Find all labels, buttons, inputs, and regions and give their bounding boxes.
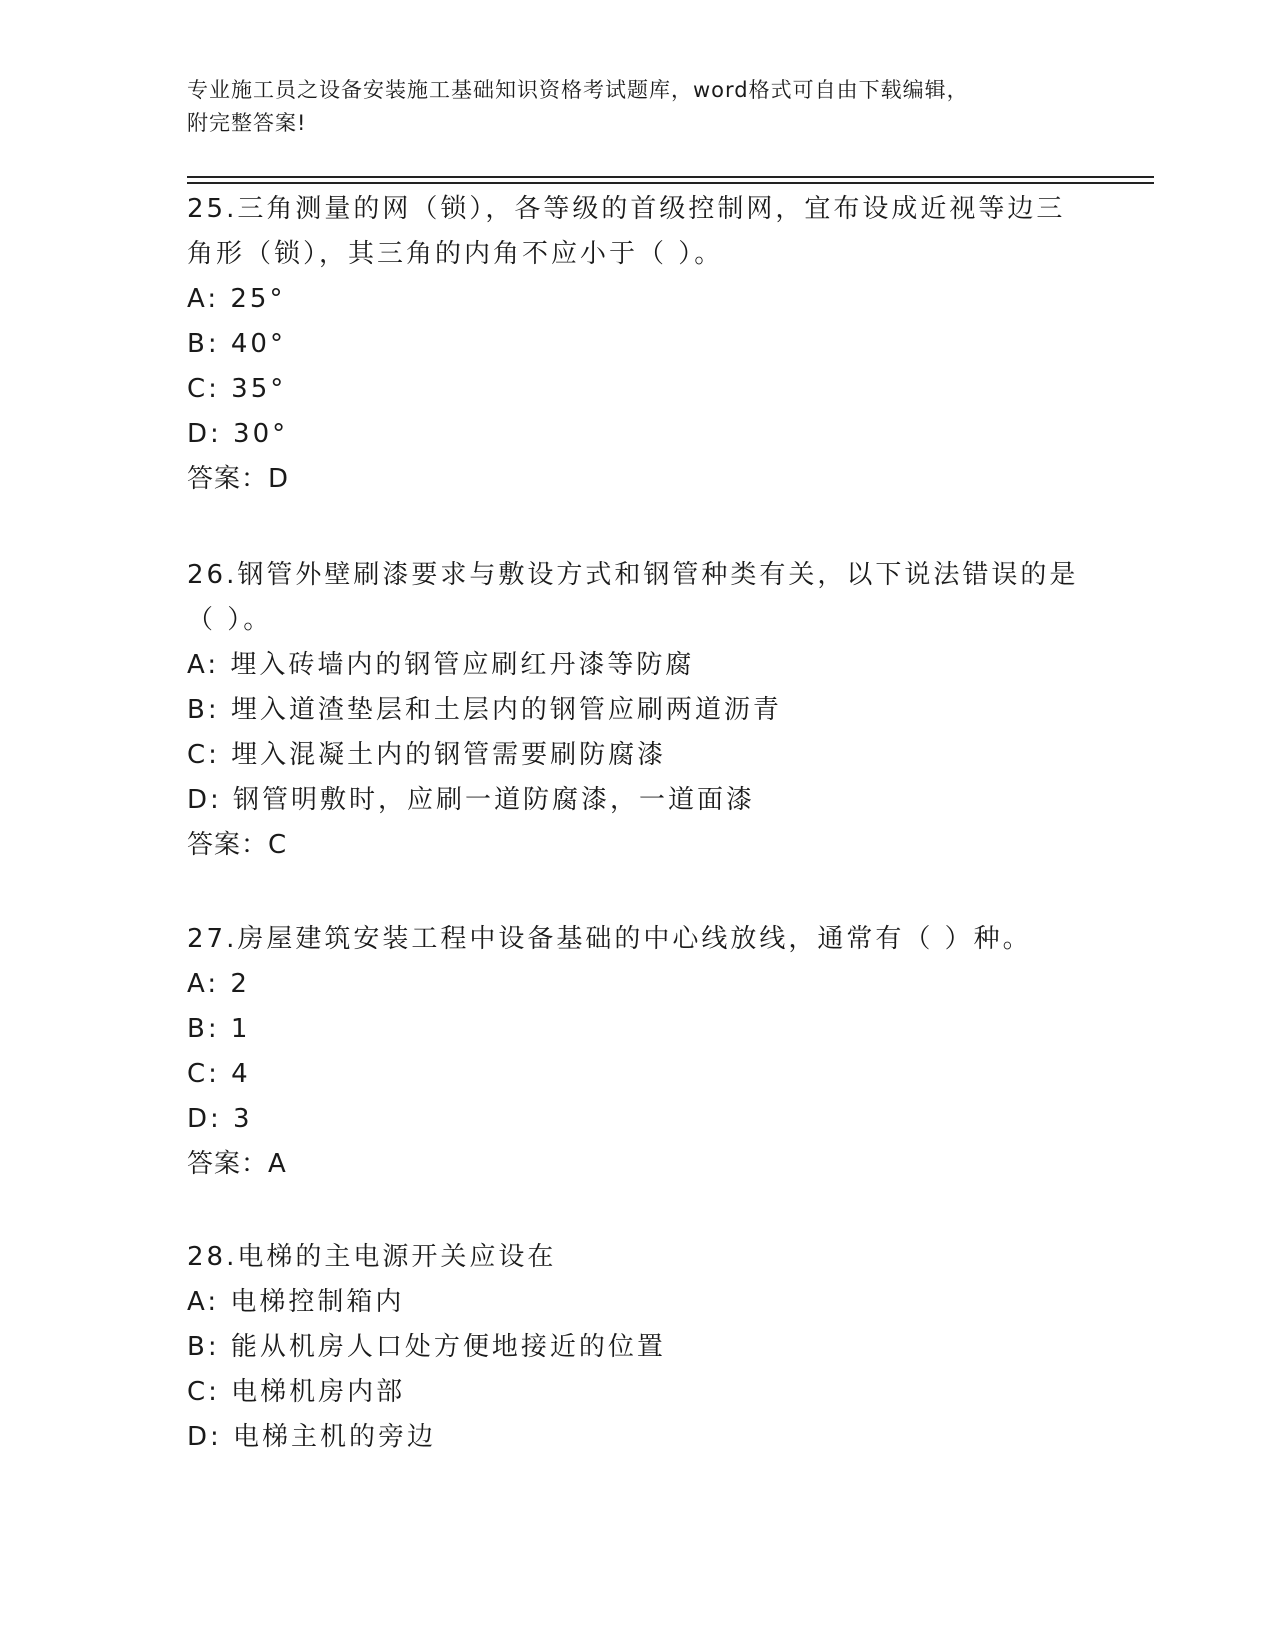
question-stem-line-1: 26.钢管外壁刷漆要求与敷设方式和钢管种类有关，以下说法错误的是 <box>187 560 1079 590</box>
option-c: C: 35° <box>187 374 287 404</box>
question-stem-line-1: 27.房屋建筑安装工程中设备基础的中心线放线，通常有（ ）种。 <box>187 924 1032 954</box>
option-b: B: 40° <box>187 329 286 359</box>
option-a: A: 2 <box>187 969 250 999</box>
question-26 <box>187 553 1087 868</box>
option-c: C: 电梯机房内部 <box>187 1377 406 1407</box>
answer: 答案：C <box>187 830 288 860</box>
question-25 <box>187 187 1087 502</box>
header-line-2: 附完整答案! <box>187 111 307 135</box>
header-divider-top <box>187 176 1154 178</box>
option-d: D: 3 <box>187 1104 253 1134</box>
question-stem-line-2: （ ）。 <box>187 605 273 635</box>
question-stem-line-1: 28.电梯的主电源开关应设在 <box>187 1242 557 1272</box>
question-28 <box>187 1235 1087 1460</box>
question-stem-line-2: 角形（锁），其三角的内角不应小于（ ）。 <box>187 239 724 269</box>
question-stem-line-1: 25.三角测量的网（锁），各等级的首级控制网，宜布设成近视等边三 <box>187 194 1066 224</box>
option-d: D: 30° <box>187 419 289 449</box>
option-b: B: 埋入道渣垫层和土层内的钢管应刷两道沥青 <box>187 695 782 725</box>
option-a: A: 25° <box>187 284 286 314</box>
header-line-1: 专业施工员之设备安装施工基础知识资格考试题库，word格式可自由下载编辑， <box>187 78 969 102</box>
option-d: D: 电梯主机的旁边 <box>187 1422 437 1452</box>
option-c: C: 埋入混凝土内的钢管需要刷防腐漆 <box>187 740 667 770</box>
option-d: D: 钢管明敷时，应刷一道防腐漆，一道面漆 <box>187 785 756 815</box>
document-header <box>187 74 1067 140</box>
header-divider-bottom <box>187 182 1154 184</box>
option-a: A: 电梯控制箱内 <box>187 1287 405 1317</box>
answer: 答案：D <box>187 464 290 494</box>
question-27 <box>187 917 1087 1187</box>
answer: 答案：A <box>187 1149 287 1179</box>
option-a: A: 埋入砖墙内的钢管应刷红丹漆等防腐 <box>187 650 695 680</box>
option-b: B: 能从机房人口处方便地接近的位置 <box>187 1332 666 1362</box>
option-c: C: 4 <box>187 1059 251 1089</box>
option-b: B: 1 <box>187 1014 251 1044</box>
